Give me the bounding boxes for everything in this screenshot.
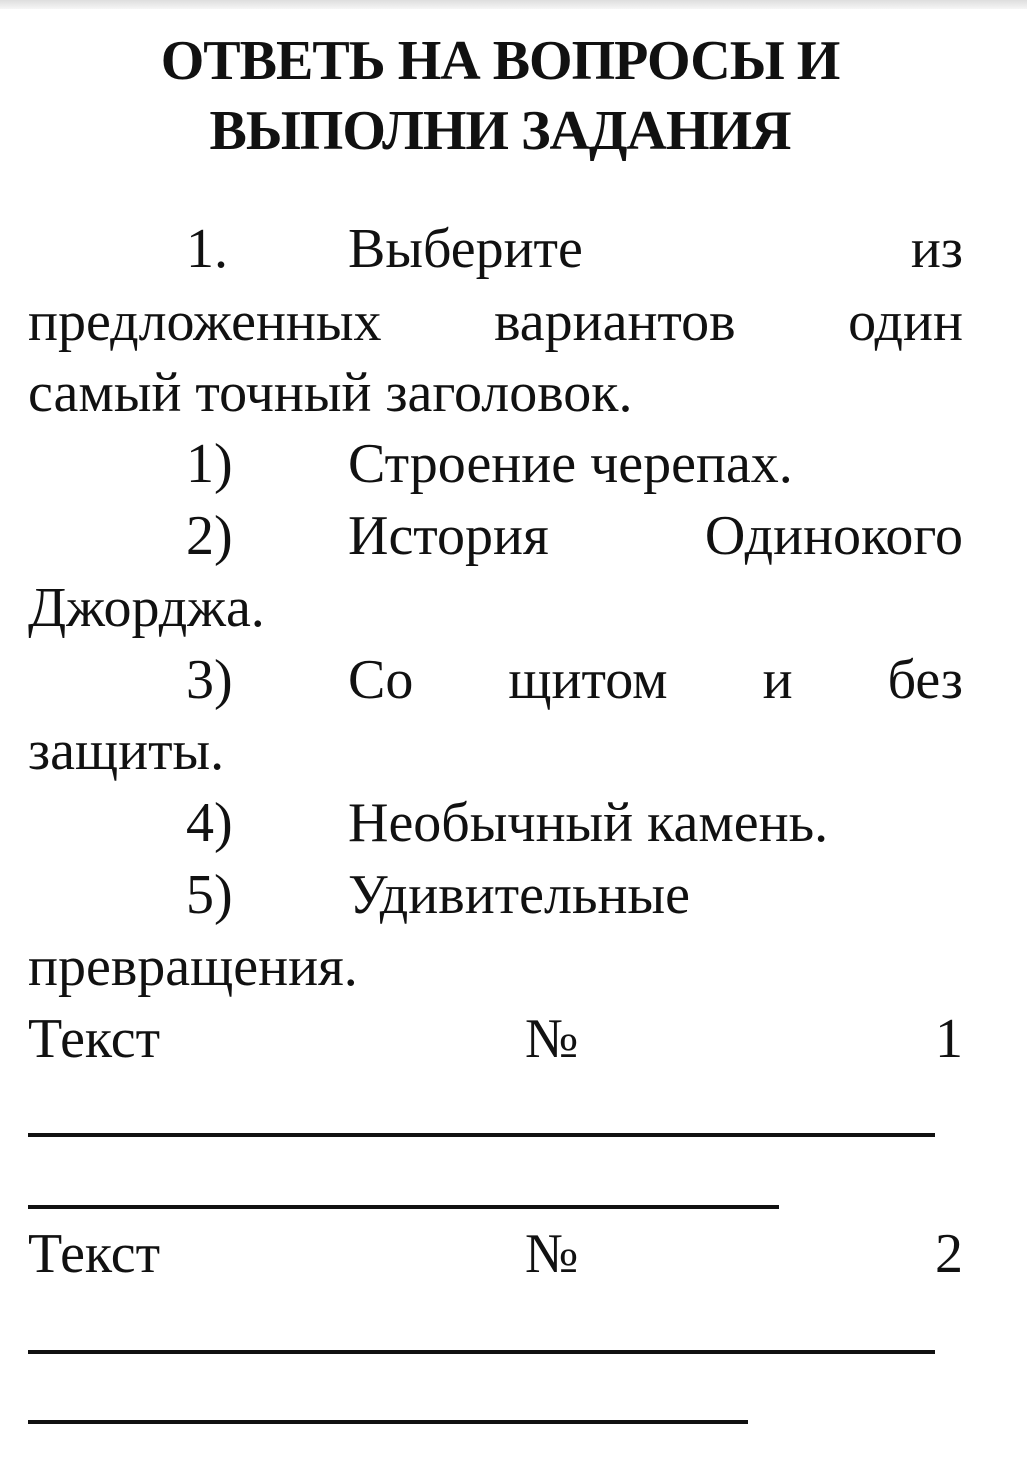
answer-2-blank-line-2[interactable] (28, 1420, 748, 1424)
option-text: Удивительные (348, 864, 690, 926)
answer-2-blank-line-1[interactable] (28, 1350, 935, 1354)
answer-number: 2 (935, 1223, 963, 1285)
option-2-continuation: Джорджа. (28, 577, 265, 639)
page-title (0, 26, 1000, 166)
option-word: Со (348, 649, 414, 711)
option-word: История (348, 505, 549, 567)
task-word: вариантов (494, 291, 736, 353)
option-marker: 1) (186, 433, 233, 495)
task-line-2 (28, 286, 963, 358)
option-3 (28, 644, 963, 716)
answer-number-sign: № (525, 1008, 579, 1070)
task-line-3: самый точный заголовок. (28, 362, 633, 424)
option-4 (28, 787, 963, 859)
task-number: 1. (186, 218, 228, 280)
option-word: и (762, 649, 793, 711)
option-text: Строение черепах. (348, 433, 793, 495)
task-word: один (848, 291, 963, 353)
task-word: предложенных (28, 291, 382, 353)
title-line-1: ОТВЕТЬ НА ВОПРОСЫ И (160, 30, 840, 92)
task-word: из (910, 218, 963, 280)
option-marker: 3) (186, 649, 233, 711)
answer-number-sign: № (525, 1223, 579, 1285)
answer-1-blank-line-2[interactable] (28, 1205, 779, 1209)
option-2 (28, 500, 963, 572)
answer-number: 1 (935, 1008, 963, 1070)
title-line-2: ВЫПОЛНИ ЗАДАНИЯ (209, 100, 791, 162)
option-word: щитом (508, 649, 668, 711)
option-word: Одинокого (704, 505, 963, 567)
option-3-continuation: защиты. (28, 720, 225, 782)
answer-1-label-line (28, 1003, 963, 1075)
option-5 (28, 859, 963, 931)
task-word: Выберите (348, 218, 583, 280)
option-1 (28, 428, 963, 500)
option-marker: 4) (186, 792, 233, 854)
option-text: Необычный камень. (348, 792, 829, 854)
option-5-continuation: превращения. (28, 936, 358, 998)
task-line-1 (28, 213, 963, 285)
answer-1-blank-line-1[interactable] (28, 1133, 935, 1137)
option-marker: 5) (186, 864, 233, 926)
top-edge-shadow (0, 0, 1027, 9)
option-marker: 2) (186, 505, 233, 567)
option-word: без (887, 649, 963, 711)
answer-2-label-line (28, 1218, 963, 1290)
answer-label: Текст (28, 1008, 161, 1070)
answer-label: Текст (28, 1223, 161, 1285)
